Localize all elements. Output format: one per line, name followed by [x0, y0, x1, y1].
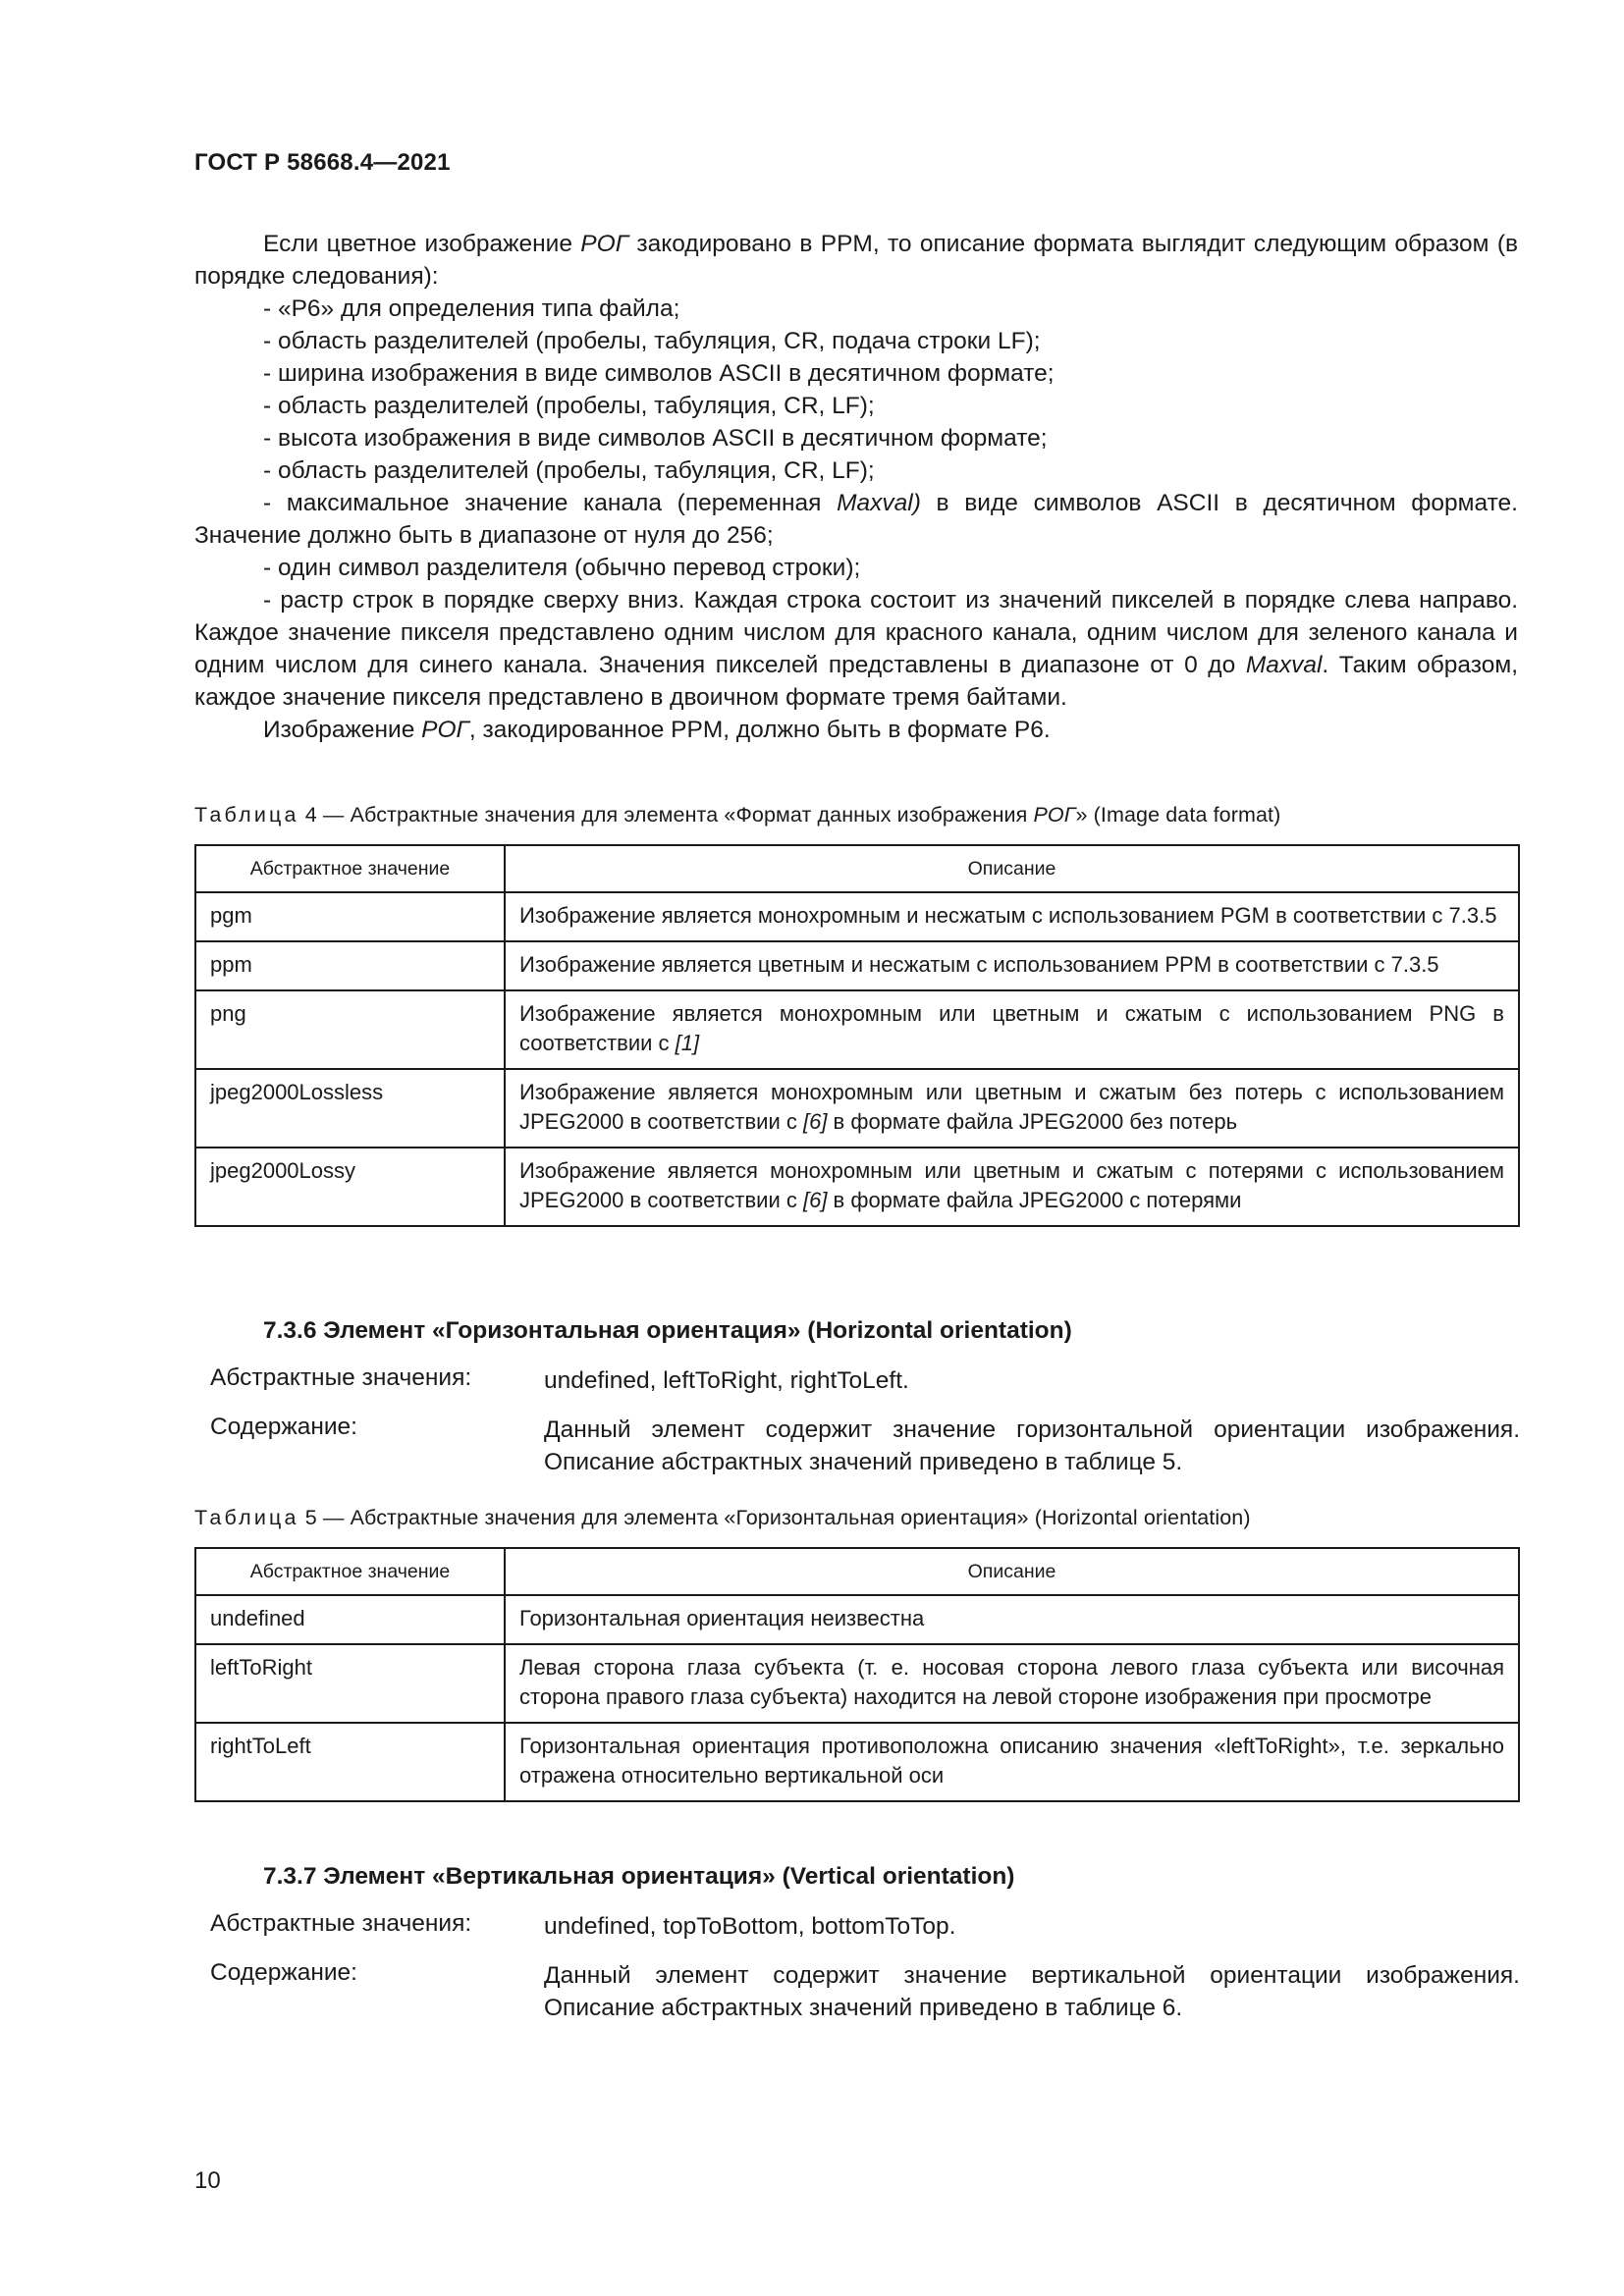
intro-text: [194, 228, 1518, 746]
column-header: Описание: [505, 845, 1519, 892]
table-row: [195, 1723, 1519, 1801]
list-item: - один символ разделителя (обычно перевод строки);: [263, 555, 861, 581]
table-row: [195, 1644, 1519, 1723]
table-cell-description: Изображение является монохромным и несжатым с использованием PGM в соответствии с 7.3.5: [505, 892, 1519, 941]
intro-paragraph: Если цветное изображение РОГ закодировано в PPM, то описание формата выглядит следующим образом (в порядке следования):: [194, 231, 1518, 290]
list-item: - ширина изображения в виде символов ASCII в десятичном формате;: [263, 360, 1055, 387]
table4-caption: Таблица 4 — Абстрактные значения для элемента «Формат данных изображения РОГ» (Image data format): [194, 803, 1281, 827]
table-header-row: [195, 1548, 1519, 1595]
page-number: 10: [194, 2167, 221, 2194]
list-item-maxval: - максимальное значение канала (переменная Maxval) в виде символов ASCII в десятичном формате. Значение должно быть в диапазоне от нуля до 256;: [194, 490, 1518, 549]
table-row: [195, 1148, 1519, 1226]
table5: [194, 1547, 1520, 1802]
section-7-3-7-title: 7.3.7 Элемент «Вертикальная ориентация» (Vertical orientation): [263, 1863, 1015, 1890]
table-cell-value: pgm: [195, 892, 505, 941]
table-cell-description: Горизонтальная ориентация неизвестна: [505, 1595, 1519, 1644]
list-item: - высота изображения в виде символов ASCII в десятичном формате;: [263, 425, 1048, 452]
table-row: [195, 1595, 1519, 1644]
table-row: [195, 1069, 1519, 1148]
abstract-values: undefined, leftToRight, rightToLeft.: [544, 1367, 909, 1394]
content-label: Содержание:: [210, 1414, 357, 1440]
table-cell-value: jpeg2000Lossless: [195, 1069, 505, 1148]
content-text: Данный элемент содержит значение вертикальной ориентации изображения. Описание абстрактных значений приведено в таблице 6.: [544, 1962, 1520, 2021]
list-item: - область разделителей (пробелы, табуляция, CR, LF);: [263, 393, 875, 419]
table-cell-description: Изображение является монохромным или цветным и сжатым с потерями с использованием JPEG2000 в соответствии с [6] в формате файла JPEG2000 с потерями: [505, 1148, 1519, 1226]
table-cell-description: Левая сторона глаза субъекта (т. е. носовая сторона левого глаза субъекта или височная сторона правого глаза субъекта) находится на левой стороне изображения при просмотре: [505, 1644, 1519, 1723]
column-header: Абстрактное значение: [195, 845, 505, 892]
section-7-3-6-title: 7.3.6 Элемент «Горизонтальная ориентация» (Horizontal orientation): [263, 1317, 1072, 1344]
final-paragraph: Изображение РОГ, закодированное PPM, должно быть в формате P6.: [263, 717, 1051, 743]
table-cell-value: ppm: [195, 941, 505, 990]
table-cell-description: Изображение является монохромным или цветным и сжатым с использованием PNG в соответствии с [1]: [505, 990, 1519, 1069]
list-item: - «P6» для определения типа файла;: [263, 295, 680, 322]
table-row: [195, 941, 1519, 990]
list-item-raster: - растр строк в порядке сверху вниз. Каждая строка состоит из значений пикселей в порядке слева направо. Каждое значение пикселя представлено одним числом для красного канала, одним числом для зеленого канала и одним числом для синего канала. Значения пикселей представлены в диапазоне от 0 до Maxval. Таким образом, каждое значение пикселя представлено в двоичном формате тремя байтами.: [194, 587, 1518, 711]
column-header: Абстрактное значение: [195, 1548, 505, 1595]
abstract-values-label: Абстрактные значения:: [210, 1910, 472, 1937]
table-cell-value: png: [195, 990, 505, 1069]
table-cell-description: Изображение является цветным и несжатым с использованием PPM в соответствии с 7.3.5: [505, 941, 1519, 990]
list-item: - область разделителей (пробелы, табуляция, CR, подача строки LF);: [263, 328, 1041, 354]
table-cell-description: Изображение является монохромным или цветным и сжатым без потерь с использованием JPEG2000 в соответствии с [6] в формате файла JPEG2000 без потерь: [505, 1069, 1519, 1148]
table-cell-value: rightToLeft: [195, 1723, 505, 1801]
abstract-values: undefined, topToBottom, bottomToTop.: [544, 1913, 956, 1940]
table-cell-value: leftToRight: [195, 1644, 505, 1723]
table-row: [195, 990, 1519, 1069]
list-item: - область разделителей (пробелы, табуляция, CR, LF);: [263, 457, 875, 484]
content-label: Содержание:: [210, 1959, 357, 1986]
table5-caption: Таблица 5 — Абстрактные значения для элемента «Горизонтальная ориентация» (Horizontal orientation): [194, 1506, 1251, 1529]
table-cell-value: jpeg2000Lossy: [195, 1148, 505, 1226]
table-row: [195, 892, 1519, 941]
table-cell-description: Горизонтальная ориентация противоположна описанию значения «leftToRight», т.е. зеркально отражена относительно вертикальной оси: [505, 1723, 1519, 1801]
content-text: Данный элемент содержит значение горизонтальной ориентации изображения. Описание абстрактных значений приведено в таблице 5.: [544, 1416, 1520, 1475]
table4: [194, 844, 1520, 1227]
document-header: ГОСТ Р 58668.4—2021: [194, 149, 451, 176]
abstract-values-label: Абстрактные значения:: [210, 1364, 472, 1391]
table-cell-value: undefined: [195, 1595, 505, 1644]
column-header: Описание: [505, 1548, 1519, 1595]
table-header-row: [195, 845, 1519, 892]
